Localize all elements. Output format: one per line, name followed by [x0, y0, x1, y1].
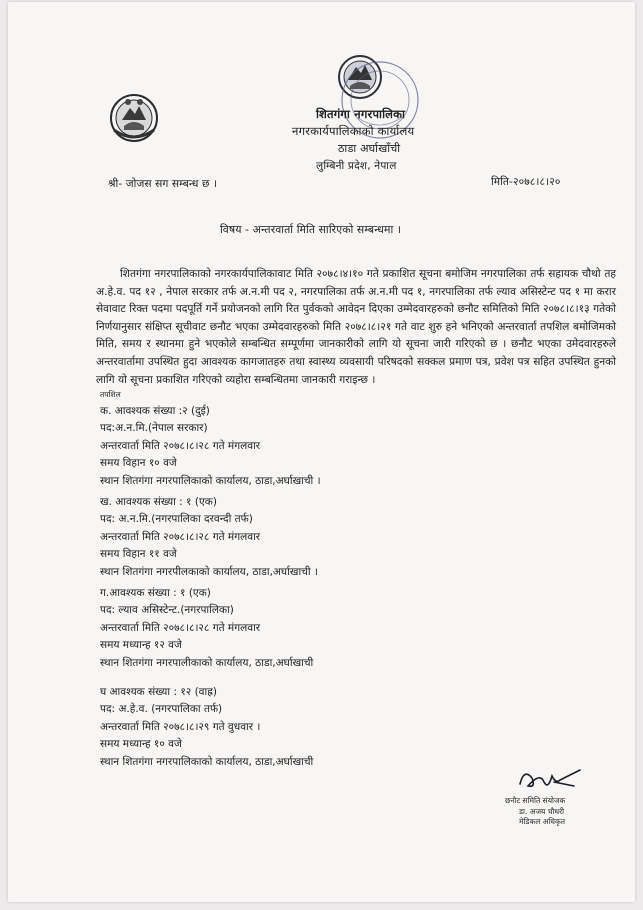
item-post: पद: अ.हे.व. (नगरपालिका तर्फ) [100, 703, 223, 716]
office-location: ठाडा अर्घाखाँची [338, 142, 401, 155]
item-time: समय मध्यान्ह १२ वजे [100, 639, 182, 652]
body-paragraph: शितगंगा नगरपालिकाको नगरकार्यपालिकावाट मिति २०७८।४।१० गते प्रकाशित सूचना बमोजिम नगरपालिका तर्फ सहायक चौथो तह अ.हे.व. पद १२ , नेपाल सरकार तर्फ अ.न.मी पद २, नगरपालिका तर्फ अ.न.मी पद १, नगरपालिका तर्फ ल्याव असिस्टेन्ट पद १ मा करार सेवावाट रिक्त पदमा पदपूर्ति गर्ने प्रयोजनको लागि रित पुर्वकको आवेदन दिएका उम्मेदवारहरुको छनौट समितिको मिति २०७८।८।१३ गतेको निर्णयानुसार संक्षिप्त सूचीवाट छनौट भएका उम्मेदवारहरुको मिति २०७८।८।२१ गते वाट शुरु हने भनिएको अन्तरवार्ता तपशिल बमोजिमको मिति, समय र स्थानमा हुने भएकोले सम्बन्धित सम्पूर्णमा जानकारीको लागि यो सूचना जारी गरिएको छ । छनौट भएका उमेदवारहरुले अन्तरवार्तामा उपस्थित हुदा आवश्यक कागजातहरु तथा स्वास्थ्य व्यवसायी परिषदको सक्कल प्रमाण पत्र, प्रवेश पत्र सहित उपस्थित हुनको लागि यो सूचना प्रकाशित गरिएको व्यहोरा सम्बन्धितमा जानकारी गराइन्छ । [96, 268, 616, 386]
recipient-line: श्री- जोजस सग सम्बन्ध छ । [108, 178, 218, 190]
item-place: स्थान शितगंगा नगरपीलकाको कार्यालय, ठाडा,अर्घाखाची । [100, 565, 318, 578]
item-place: स्थान शितगंगा नगरपालीकाको कार्यालय, ठाडा,अर्घाखाची [100, 656, 314, 669]
item-count: ख. आवश्यक संख्या : १ (एक) [100, 496, 217, 508]
item-count: ग.आवश्यक संख्या : १ (एक) [100, 587, 211, 599]
item-count: घ आवश्यक संख्या : १२ (वाह्र) [100, 686, 217, 698]
item-date: अन्तरवार्ता मिति २०७८।८।२८ गते मंगलवार [100, 530, 261, 543]
item-time: समय विहान ११ वजे [100, 548, 177, 561]
list-item [100, 684, 313, 771]
signature-block [505, 796, 565, 828]
item-post: पद: अ.न.मि.(नगरपालिका दरवन्दी तर्फ) [100, 513, 253, 526]
item-date: अन्तरवार्ता मिति २०७८।८।२९ गते वुधवार । [100, 720, 261, 733]
signatory-role: छनौट समिति संयोजक [505, 796, 566, 805]
province-name: लुम्बिनी प्रदेश, नेपाल [316, 160, 397, 172]
signatory-title: मेडिकल अधिकृत [519, 817, 565, 826]
municipality-name: शितगंगा नगरपालिका [316, 107, 406, 121]
item-time: समय विहान १० वजे [100, 457, 177, 470]
subject-line: विषय - अन्तरवार्ता मिति सारिएको सम्बन्धमा । [220, 223, 402, 236]
nepal-emblem-icon [108, 90, 160, 146]
item-place: स्थान शितगंगा नगरपालिकाको कार्यालय, ठाडा,अर्घाखाची [100, 755, 314, 768]
item-date: अन्तरवार्ता मिति २०७८।८।२८ गते मंगलवार [100, 621, 261, 634]
signatory-name: डा. अजय चौधरी [519, 806, 565, 816]
handwritten-signature [514, 762, 586, 796]
letter-date: मिति-२०७८।८।२० [491, 176, 561, 188]
item-post: पद:अ.न.मि.(नेपाल सरकार) [100, 422, 208, 435]
item-count: क. आवश्यक संख्या :२ (दुई) [100, 405, 210, 417]
schedule-heading: तपशिल [100, 390, 121, 399]
office-name: नगरकार्यपालिकाको कार्यालय [292, 124, 415, 138]
list-item [100, 494, 318, 581]
item-date: अन्तरवार्ता मिति २०७८।८।२८ गते मंगलवार [100, 439, 261, 452]
item-time: समय मध्यान्ह १० वजे [100, 738, 182, 751]
list-item [100, 585, 313, 672]
list-item [100, 403, 321, 490]
item-post: पद: ल्याव असिस्टेन्ट.(नगरपालिका) [100, 604, 234, 617]
item-place: स्थान शितगंगा नगरपालिकाको कार्यालय, ठाडा,अर्घाखाची । [100, 474, 321, 487]
